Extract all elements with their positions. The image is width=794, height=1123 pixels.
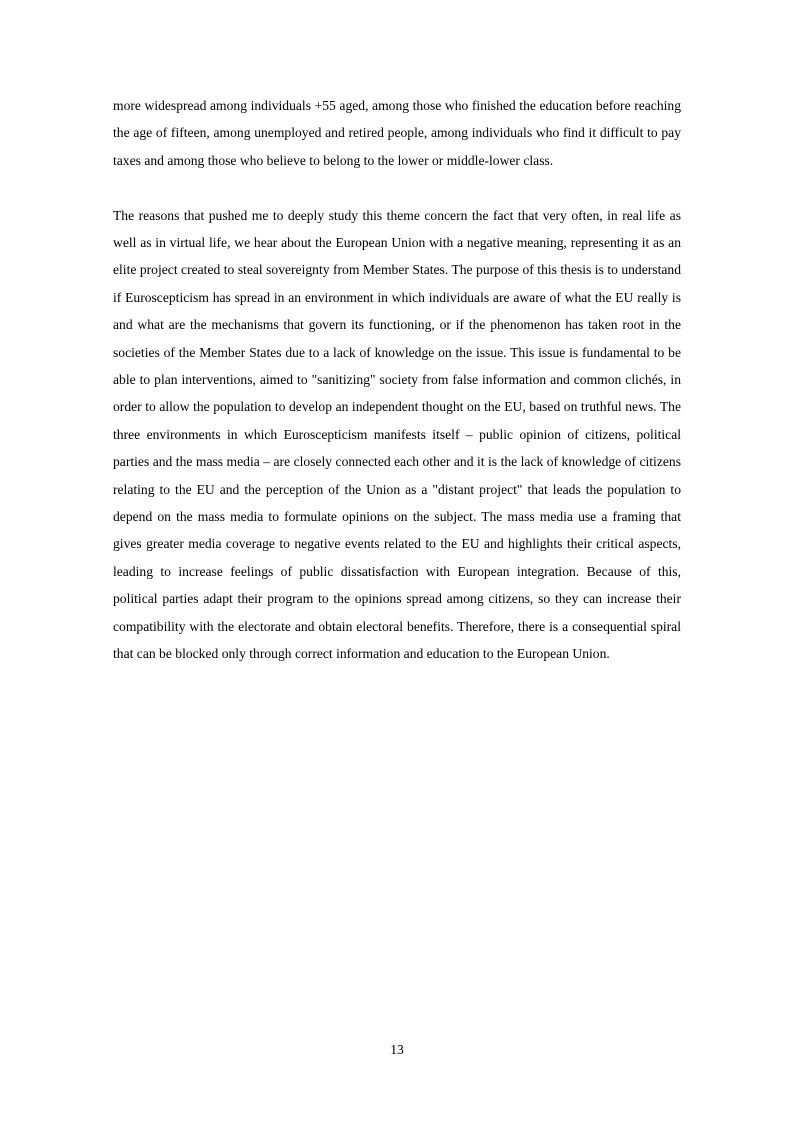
page-number: 13 <box>390 1042 404 1057</box>
body-paragraph-2: The reasons that pushed me to deeply study this theme concern the fact that very often, in real life as well as in virtual life, we hear about the European Union with a negative meaning, representing it as an elite project created to steal sovereignty from Member States. The purpose of this thesis is to understand if Euroscepticism has spread in an environment in which individuals are aware of what the EU really is and what are the mechanisms that govern its functioning, or if the phenomenon has taken root in the societies of the Member States due to a lack of knowledge on the issue. This issue is fundamental to be able to plan interventions, aimed to "sanitizing" society from false information and common clichés, in order to allow the population to develop an independent thought on the EU, based on truthful news. The three environments in which Euroscepticism manifests itself – public opinion of citizens, political parties and the mass media – are closely connected each other and it is the lack of knowledge of citizens relating to the EU and the perception of the Union as a "distant project" that leads the population to depend on the mass media to formulate opinions on the subject. The mass media use a framing that gives greater media coverage to negative events related to the EU and highlights their critical aspects, leading to increase feelings of public dissatisfaction with European integration. Because of this, political parties adapt their program to the opinions spread among citizens, so they can increase their compatibility with the electorate and obtain electoral benefits. Therefore, there is a consequential spiral that can be blocked only through correct information and education to the European Union. <box>113 207 681 662</box>
body-paragraph-1: more widespread among individuals +55 aged, among those who finished the education before reaching the age of fifteen, among unemployed and retired people, among individuals who find it difficult to pay taxes and among those who believe to belong to the lower or middle-lower class. <box>113 98 681 168</box>
page-body <box>113 92 681 668</box>
